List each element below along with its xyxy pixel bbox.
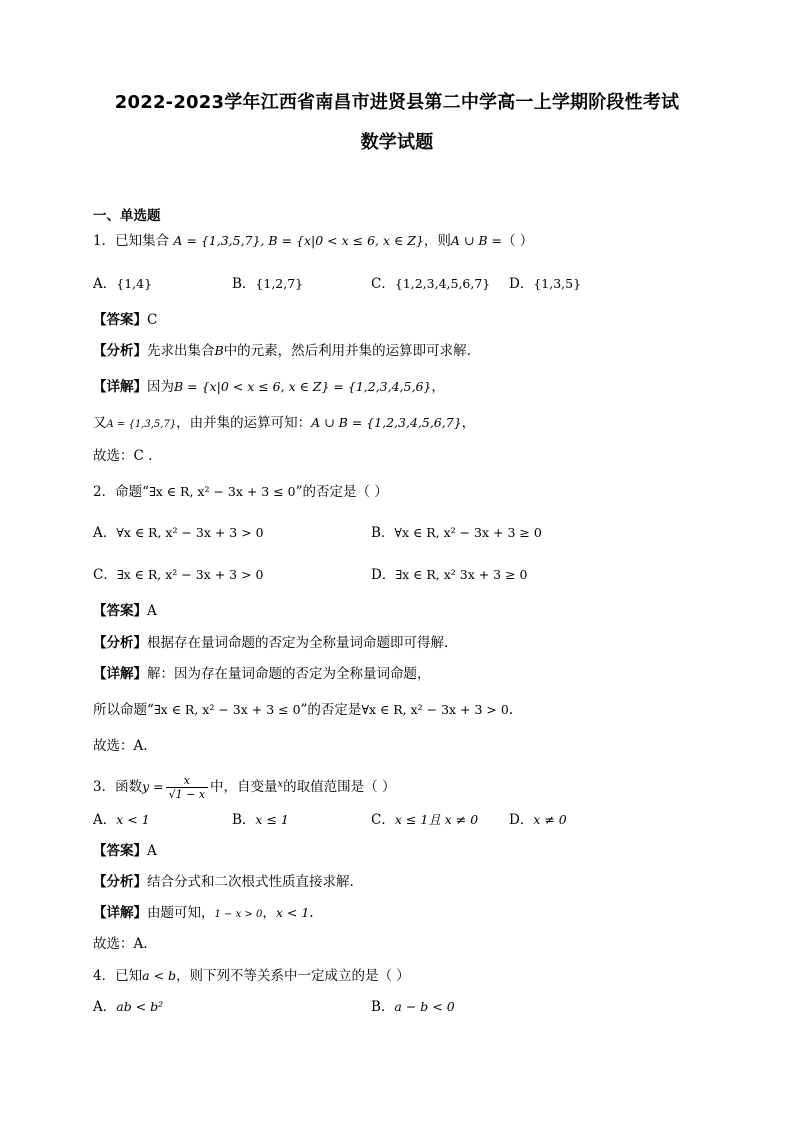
analysis-line: 【分析】根据存在量词命题的否定为全称量词命题即可得解. bbox=[93, 635, 449, 651]
option-a: A．x < 1 bbox=[93, 812, 150, 828]
analysis-line: 【分析】先求出集合B中的元素，然后利用并集的运算即可求解. bbox=[93, 343, 471, 359]
question-2: 2．命题“∃x ∈ R, x² − 3x + 3 ≤ 0”的否定是（ ） bbox=[93, 484, 388, 500]
question-4: 4．已知a < b，则下列不等关系中一定成立的是（ ） bbox=[93, 968, 410, 984]
conclusion-line: 故选：A. bbox=[93, 738, 148, 754]
conclusion-line: 故选：C . bbox=[93, 448, 153, 464]
detail-line-2: 又A = {1,3,5,7}，由并集的运算可知：A ∪ B = {1,2,3,4,5,6,7}， bbox=[93, 415, 476, 431]
answer-line: 【答案】A bbox=[93, 603, 157, 619]
option-c: C．∃x ∈ R, x² − 3x + 3 > 0 bbox=[93, 567, 264, 583]
math-expression: A ∪ B = bbox=[450, 233, 502, 248]
option-c: C．{1,2,3,4,5,6,7} bbox=[371, 276, 491, 292]
question-number: 3． bbox=[93, 779, 116, 795]
option-a: A．ab < b² bbox=[93, 999, 164, 1015]
question-number: 1． bbox=[93, 233, 116, 249]
section-heading: 一、单选题 bbox=[93, 208, 161, 224]
answer-line: 【答案】A bbox=[93, 843, 157, 859]
fraction: $\frac{x}{√1 - x}$ bbox=[166, 774, 208, 801]
option-b: B．x ≤ 1 bbox=[232, 812, 289, 828]
question-number: 4． bbox=[93, 968, 116, 984]
detail-line: 【详解】因为B = {x|0 < x ≤ 6, x ∈ Z} = {1,2,3,4,5,6}， bbox=[93, 379, 445, 395]
option-c: C．x ≤ 1且 x ≠ 0 bbox=[371, 812, 479, 828]
question-3: 3．函数y = $\frac{x}{√1 - x}$ 中，自变量$^x$的取值范围是（ ） bbox=[93, 774, 396, 801]
option-a: A．{1,4} bbox=[93, 276, 153, 292]
option-d: D．∃x ∈ R, x² 3x + 3 ≥ 0 bbox=[371, 567, 528, 583]
math-expression: A = {1,3,5,7}, B = {x|0 < x ≤ 6, x ∈ Z} bbox=[173, 233, 424, 248]
detail-line: 【详解】解：因为存在量词命题的否定为全称量词命题， bbox=[93, 666, 431, 682]
answer-line: 【答案】C bbox=[93, 312, 158, 328]
question-number: 2． bbox=[93, 484, 116, 500]
detail-line: 【详解】由题可知，1 − x > 0，x < 1. bbox=[93, 905, 314, 921]
option-b: B．∀x ∈ R, x² − 3x + 3 ≥ 0 bbox=[371, 525, 542, 541]
detail-line-2: 所以命题“∃x ∈ R, x² − 3x + 3 ≤ 0”的否定是∀x ∈ R, x² − 3x + 3 > 0. bbox=[93, 702, 514, 718]
option-d: D．{1,3,5} bbox=[509, 276, 582, 292]
conclusion-line: 故选：A. bbox=[93, 936, 148, 952]
option-a: A．∀x ∈ R, x² − 3x + 3 > 0 bbox=[93, 525, 264, 541]
analysis-line: 【分析】结合分式和二次根式性质直接求解. bbox=[93, 874, 354, 890]
document-title: 2022-2023学年江西省南昌市进贤县第二中学高一上学期阶段性考试 bbox=[114, 92, 680, 113]
option-d: D．x ≠ 0 bbox=[509, 812, 567, 828]
option-b: B．a − b < 0 bbox=[371, 999, 455, 1015]
document-subtitle: 数学试题 bbox=[360, 132, 434, 153]
question-1: 1．已知集合 A = {1,3,5,7}, B = {x|0 < x ≤ 6, x ∈ Z}，则A ∪ B =（ ） bbox=[93, 233, 534, 249]
option-b: B．{1,2,7} bbox=[232, 276, 304, 292]
